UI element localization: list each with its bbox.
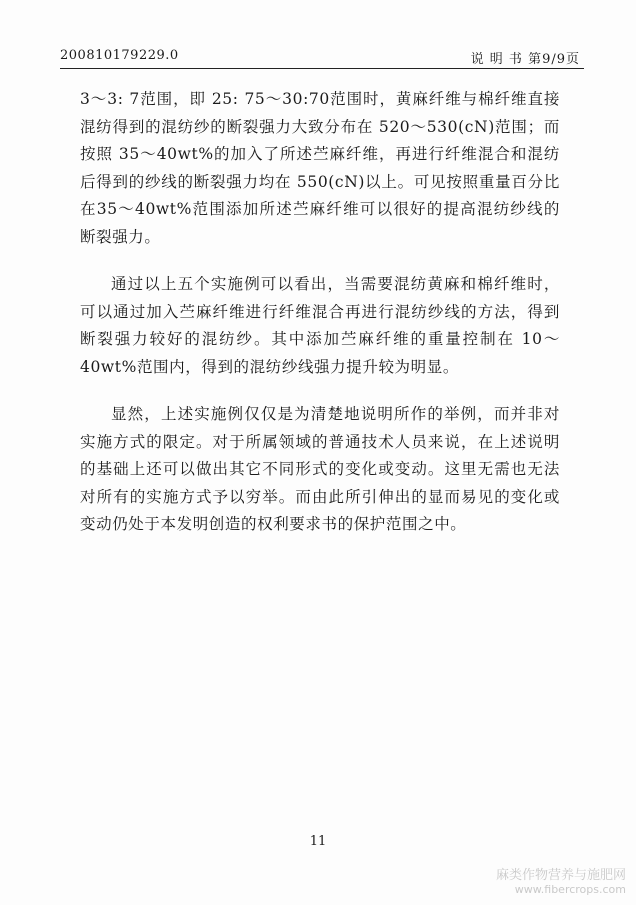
page-number: 11 xyxy=(309,834,327,849)
paragraph-2: 通过以上五个实施例可以看出，当需要混纺黄麻和棉纤维时，可以通过加入苎麻纤维进行纤维混合再进行混纺纱线的方法，得到断裂强力较好的混纺纱。其中添加苎麻纤维的重量控制在 10～40wt%范围内，得到的混纺纱线强力提升较为明显。 xyxy=(80,275,560,376)
watermark-site-name: 麻类作物营养与施肥网 xyxy=(495,868,626,883)
paragraph-3: 显然，上述实施例仅仅是为清楚地说明所作的举例，而并非对实施方式的限定。对于所属领域的普通技术人员来说，在上述说明的基础上还可以做出其它不同形式的变化或变动。这里无需也无法对所有的实施方式予以穷举。而由此所引伸出的显而易见的变化或变动仍处于本发明创造的权利要求书的保护范围之中。 xyxy=(80,405,560,533)
watermark-url: www.fibercrops.com xyxy=(514,883,626,896)
site-watermark xyxy=(496,869,626,897)
paragraph-1: 3～3: 7范围，即 25: 75～30:70范围时，黄麻纤维与棉纤维直接混纺得到的混纺纱的断裂强力大致分布在 520～530(cN)范围；而按照 35～40wt%的加入了所述苎麻纤维，再进行纤维混合和混纺后得到的纱线的断裂强力均在 550(cN)以上。可见按照重量百分比在35～40wt%范围添加所述苎麻纤维可以很好的提高混纺纱线的断裂强力。 xyxy=(80,90,560,246)
application-number: 200810179229.0 xyxy=(60,48,179,63)
document-body xyxy=(80,86,560,559)
header-divider xyxy=(60,68,584,69)
page-header-title: 说 明 书 第9/9页 xyxy=(470,52,580,67)
